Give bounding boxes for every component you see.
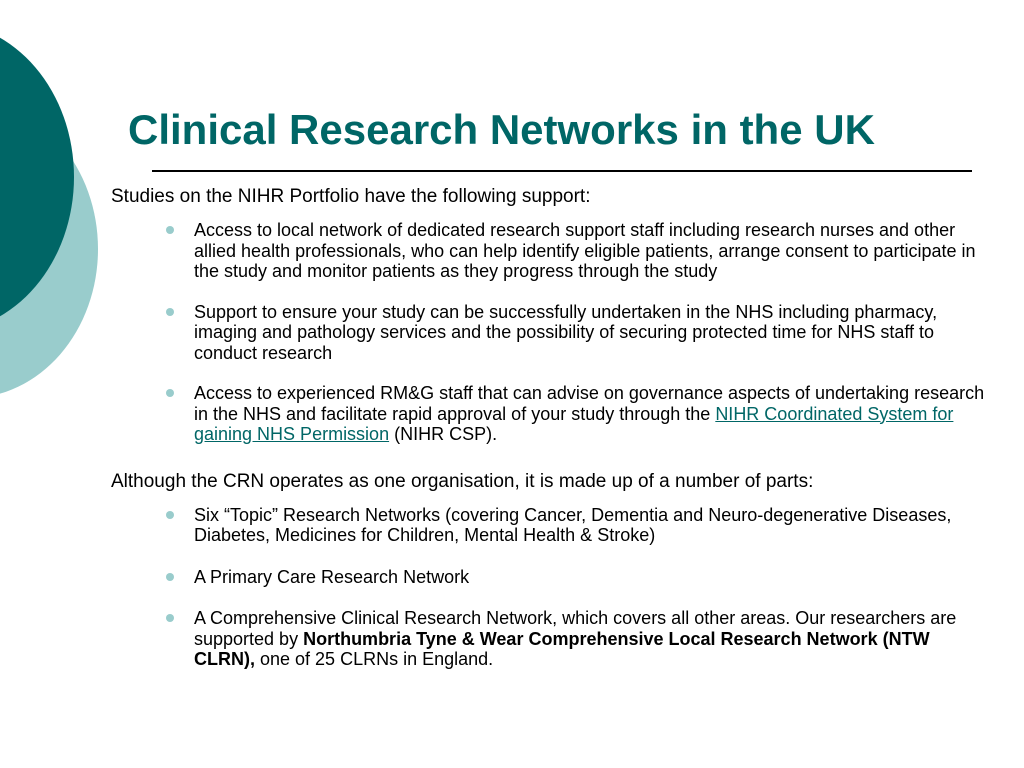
bullet-dot-icon	[166, 308, 174, 316]
bullet-text: Access to local network of dedicated research support staff including research nurses and other allied health professionals, who can help identify eligible patients, arrange consent to participate in the study and monitor patients as they progress through the study	[194, 220, 976, 281]
bullet-dot-icon	[166, 573, 174, 581]
bullet-text-before-link: Access to experienced RM&G staff that can advise on governance aspects of undertaking research in the NHS and facilitate rapid approval of your study through the	[194, 383, 985, 424]
bullet-dot-icon	[166, 614, 174, 622]
bullet-item-research-staff	[194, 220, 991, 282]
bullet-dot-icon	[166, 511, 174, 519]
bullet-dot-icon	[166, 389, 174, 397]
bullet-text: Six “Topic” Research Networks (covering Cancer, Dementia and Neuro-degenerative Diseases, Diabetes, Medicines for Children, Mental Health & Stroke)	[194, 504, 952, 545]
ntw-clrn-name: Northumbria Tyne & Wear Comprehensive Local Research Network (NTW CLRN),	[194, 628, 930, 669]
crn-parts-intro: Although the CRN operates as one organisation, it is made up of a number of parts:	[111, 470, 814, 492]
slide-title: Clinical Research Networks in the UK	[128, 106, 875, 153]
support-intro: Studies on the NIHR Portfolio have the following support:	[111, 186, 591, 207]
bullet-item-topic-networks	[194, 505, 991, 546]
bullet-text: A Primary Care Research Network	[194, 566, 470, 587]
support-bullet-list	[111, 220, 991, 445]
bullet-item-primary-care	[194, 567, 991, 588]
bullet-text-before-bold: A Comprehensive Clinical Research Network, which covers all other areas. Our researchers are supported by	[194, 608, 957, 649]
bullet-item-nhs-support	[194, 302, 991, 364]
title-underline	[152, 170, 972, 172]
bullet-text-after-link: (NIHR CSP).	[389, 424, 498, 444]
crn-parts-bullet-list	[111, 505, 991, 670]
bullet-item-rmg-staff	[194, 383, 991, 445]
bullet-text-after-bold: one of 25 CLRNs in England.	[255, 649, 494, 669]
slide-body	[111, 184, 991, 670]
bullet-item-comprehensive-network	[194, 608, 991, 670]
bullet-dot-icon	[166, 226, 174, 234]
bullet-text: Support to ensure your study can be successfully undertaken in the NHS including pharmacy, imaging and pathology services and the possibility of securing protected time for NHS staff to conduct research	[194, 301, 938, 363]
nihr-csp-link[interactable]: NIHR Coordinated System for gaining NHS Permission	[194, 403, 954, 444]
